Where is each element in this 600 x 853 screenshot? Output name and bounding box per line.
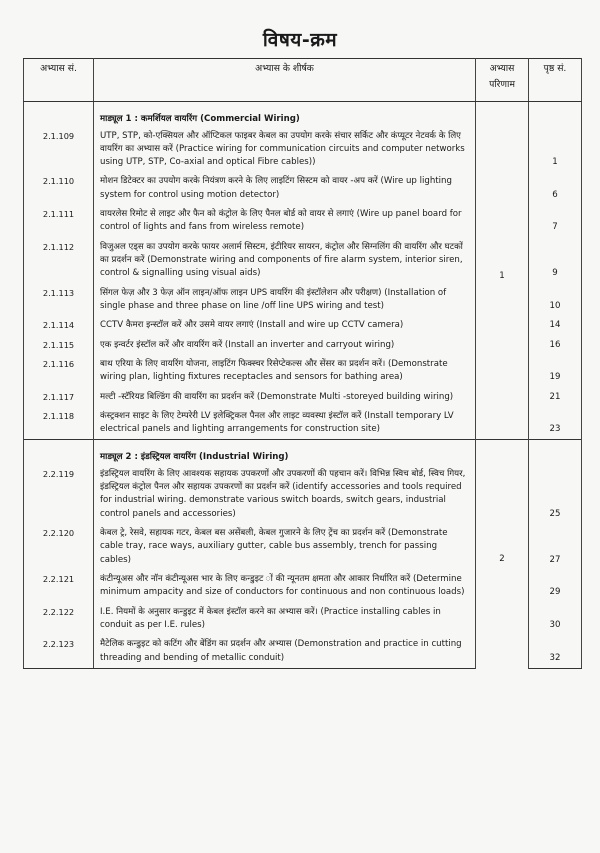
module-no-cell bbox=[24, 440, 94, 465]
header-exercise-no: अभ्यास सं. bbox=[24, 59, 94, 102]
module-heading: माड्यूल 2 : इंडस्ट्रियल वायरिंग (Industrial Wiring) bbox=[94, 440, 476, 465]
page-number: 21 bbox=[529, 388, 582, 407]
header-exercise-title: अभ्यास के शीर्षक bbox=[94, 59, 476, 102]
page-title: विषय-क्रम bbox=[262, 29, 338, 51]
exercise-title: I.E. नियमों के अनुसार कन्डुइट में केबल इंस्टॉल करने का अभ्यास करें। (Practice installing cables in conduit as per I.E. rules) bbox=[94, 603, 476, 636]
page-number: 6 bbox=[529, 172, 582, 205]
exercise-no: 2.1.116 bbox=[24, 355, 94, 388]
table-header-row bbox=[24, 59, 582, 102]
module-row bbox=[24, 102, 582, 127]
page-number: 16 bbox=[529, 336, 582, 355]
exercise-no: 2.1.110 bbox=[24, 172, 94, 205]
page-number: 32 bbox=[529, 635, 582, 668]
page-number: 10 bbox=[529, 284, 582, 317]
exercise-no: 2.1.114 bbox=[24, 316, 94, 335]
exercise-title: एक इन्वर्टर इंस्टॉल करें और वायरिंग करें (Install an inverter and carryout wiring) bbox=[94, 336, 476, 355]
page-number: 19 bbox=[529, 355, 582, 388]
exercise-no: 2.2.119 bbox=[24, 465, 94, 524]
page-number: 29 bbox=[529, 570, 582, 603]
exercise-title: UTP, STP, को-एक्सियल और ऑप्टिकल फाइबर केबल का उपयोग करके संचार सर्किट और कंप्यूटर नेटवर्क के लिए वायरिंग का अभ्यास करें (Practice wiring for communication circuits and computer networks using UTP, STP, Co-axial and optical Fibre cables)) bbox=[94, 127, 476, 173]
exercise-title: मैटेलिक कन्डुइट को कटिंग और बेंडिंग का प्रदर्शन और अभ्यास (Demonstration and practice in cutting threading and bending of metallic conduit) bbox=[94, 635, 476, 668]
exercise-no: 2.1.115 bbox=[24, 336, 94, 355]
module-row bbox=[24, 440, 582, 465]
exercise-title: कंटीन्यूअस और नॉन कंटीन्यूअस भार के लिए कन्डुइट ों की न्यूनतम क्षमता और आकार निर्धारित करें (Determine minimum ampacity and size of conductors for continuous and non continuous loads) bbox=[94, 570, 476, 603]
exercise-title: मोशन डिटेक्टर का उपयोग करके नियंत्रण करने के लिए लाइटिंग सिस्टम को वायर -अप करें (Wire up lighting system for control using motion detector) bbox=[94, 172, 476, 205]
page-number: 30 bbox=[529, 603, 582, 636]
exercise-no: 2.1.109 bbox=[24, 127, 94, 173]
page-number: 23 bbox=[529, 407, 582, 440]
page-number: 9 bbox=[529, 238, 582, 284]
module-outcome: 1 bbox=[476, 102, 529, 440]
module-heading: माड्यूल 1 : कमर्शियल वायरिंग (Commercial Wiring) bbox=[94, 102, 476, 127]
module-page-cell bbox=[529, 440, 582, 465]
exercise-title: वायरलेस रिमोट से लाइट और फैन को कंट्रोल के लिए पैनल बोर्ड को वायर से लगाएं (Wire up panel board for control of lights and fans from wireless remote) bbox=[94, 205, 476, 238]
contents-table bbox=[23, 58, 582, 669]
exercise-title: केबल ट्रे, रेसवे, सहायक गटर, केबल बस असेंबली, केबल गुजारने के लिए ट्रेंच का प्रदर्शन करें (Demonstrate cable tray, race ways, auxiliary gutter, cable bus assembly, trench for passing cables) bbox=[94, 524, 476, 570]
exercise-no: 2.2.120 bbox=[24, 524, 94, 570]
page-number: 27 bbox=[529, 524, 582, 570]
header-page-no: पृष्ठ सं. bbox=[529, 59, 582, 102]
module-no-cell bbox=[24, 102, 94, 127]
module-page-cell bbox=[529, 102, 582, 127]
exercise-no: 2.2.121 bbox=[24, 570, 94, 603]
exercise-no: 2.1.112 bbox=[24, 238, 94, 284]
exercise-no: 2.2.123 bbox=[24, 635, 94, 668]
exercise-no: 2.1.117 bbox=[24, 388, 94, 407]
exercise-no: 2.1.111 bbox=[24, 205, 94, 238]
exercise-no: 2.2.122 bbox=[24, 603, 94, 636]
page-number: 1 bbox=[529, 127, 582, 173]
exercise-title: कंस्ट्रक्शन साइट के लिए टेम्परेरी LV इलेक्ट्रिकल पैनल और लाइट व्यवस्था इंस्टॉल करें (Install temporary LV electrical panels and lighting arrangements for construction site) bbox=[94, 407, 476, 440]
exercise-no: 2.1.118 bbox=[24, 407, 94, 440]
exercise-title: इंडस्ट्रियल वायरिंग के लिए आवश्यक सहायक उपकरणों और उपकरणों की पहचान करें। विभिन्न स्विच बोर्ड, स्विच गियर, इंडस्ट्रियल कंट्रोल पैनल और सहायक उपकरणों का प्रदर्शन करें (identify accessories and tools required for industrial wiring. demonstrate various switch boards, switch gears, industrial control panels and accessories) bbox=[94, 465, 476, 524]
page-number: 25 bbox=[529, 465, 582, 524]
exercise-title: विजुअल एड्स का उपयोग करके फायर अलार्म सिस्टम, इंटीरियर सायरन, कंट्रोल और सिग्नलिंग की वायरिंग और घटकों का प्रदर्शन करें (Demonstrate wiring and components of fire alarm system, interior siren, control & signalling using visual aids) bbox=[94, 238, 476, 284]
page-number: 7 bbox=[529, 205, 582, 238]
exercise-title: CCTV कैमरा इन्स्टॉल करें और उसमे वायर लगाएं (Install and wire up CCTV camera) bbox=[94, 316, 476, 335]
exercise-title: बाथ एरिया के लिए वायरिंग योजना, लाइटिंग फिक्स्चर रिसेप्टेकल्स और सेंसर का प्रदर्शन करें। (Demonstrate wiring plan, lighting fixtures receptacles and sensors for bathing area) bbox=[94, 355, 476, 388]
exercise-no: 2.1.113 bbox=[24, 284, 94, 317]
header-outcome: अभ्यास परिणाम bbox=[476, 59, 529, 102]
page-number: 14 bbox=[529, 316, 582, 335]
exercise-title: सिंगल फेज़ और 3 फेज़ ऑन लाइन/ऑफ लाइन UPS वायरिंग की इंस्टॉलेशन और परीक्षण) (Installation of single phase and three phase on line /off line UPS wiring and test) bbox=[94, 284, 476, 317]
module-outcome: 2 bbox=[476, 440, 529, 668]
exercise-title: मल्टी -स्टॅरियड बिल्डिंग की वायरिंग का प्रदर्शन करें (Demonstrate Multi -storeyed building wiring) bbox=[94, 388, 476, 407]
